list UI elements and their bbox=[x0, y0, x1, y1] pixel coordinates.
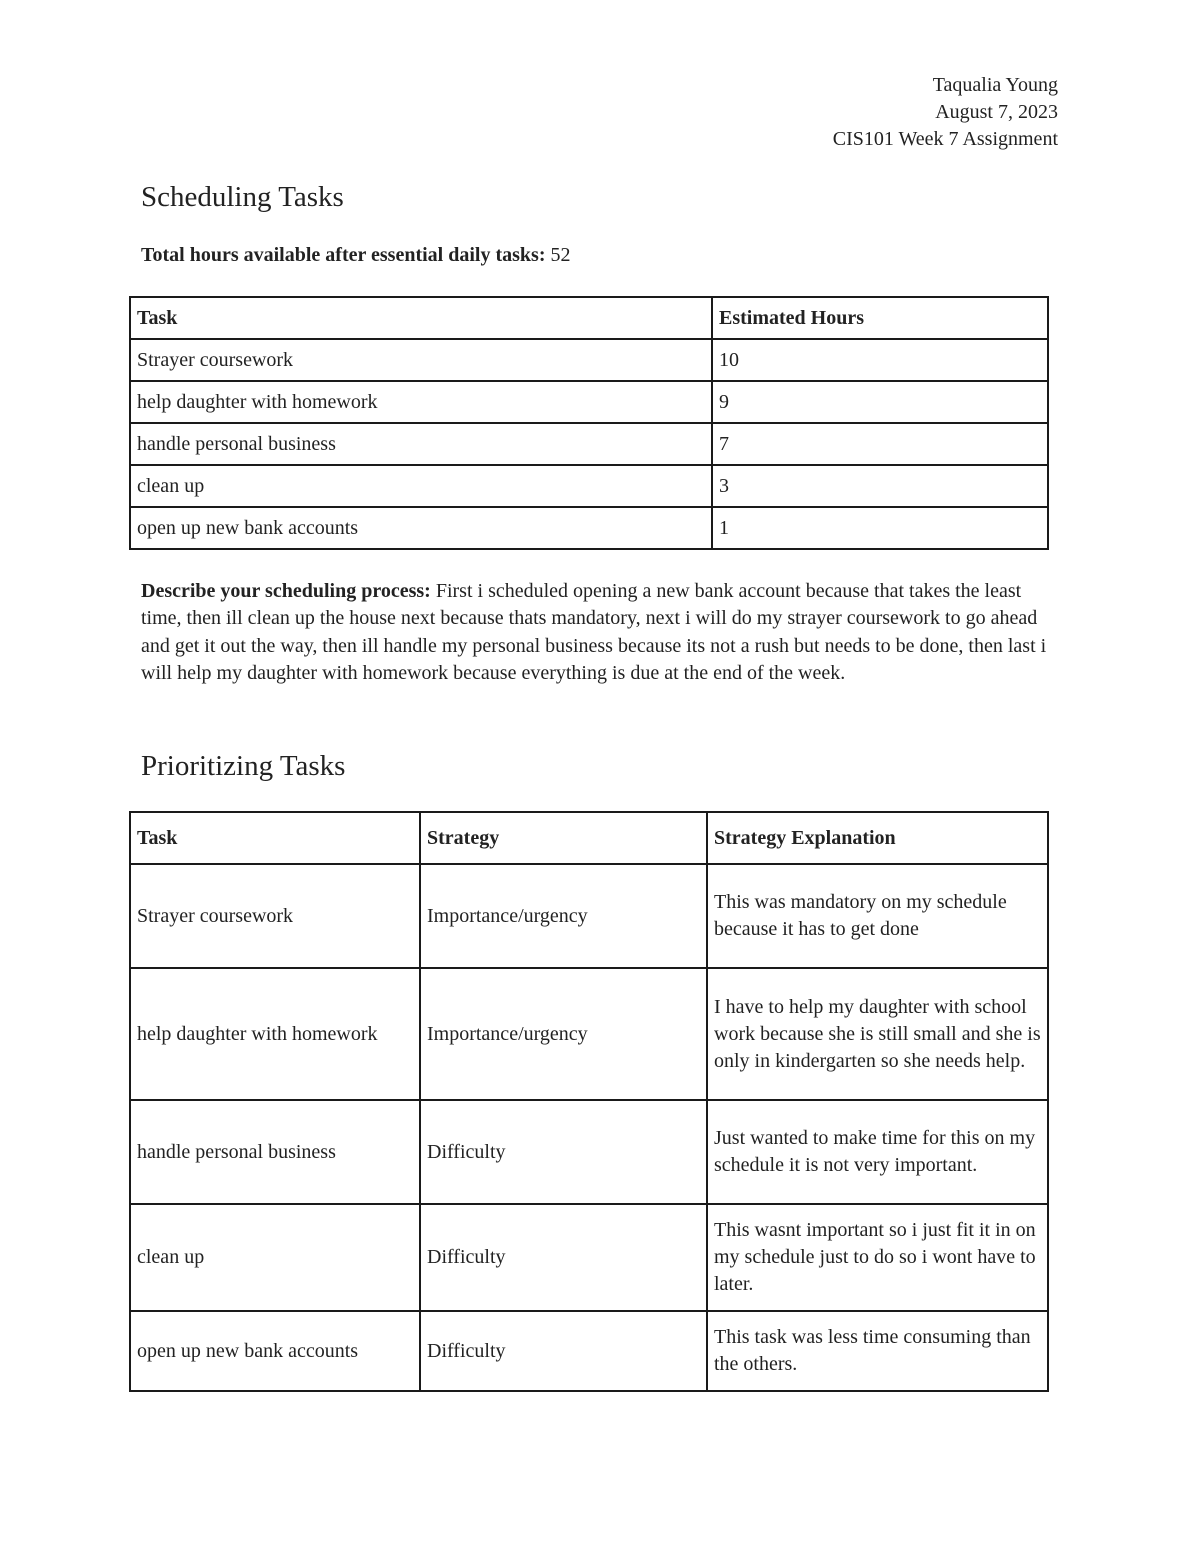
task-cell: help daughter with homework bbox=[130, 968, 420, 1100]
column-header-task: Task bbox=[130, 812, 420, 864]
hours-cell: 7 bbox=[712, 423, 1048, 465]
task-cell: clean up bbox=[130, 465, 712, 507]
explanation-cell: This wasnt important so i just fit it in on my schedule just to do so i wont have to later. bbox=[707, 1204, 1048, 1311]
table-row bbox=[130, 864, 1048, 968]
task-cell: handle personal business bbox=[130, 423, 712, 465]
table-row bbox=[130, 1311, 1048, 1391]
hours-cell: 3 bbox=[712, 465, 1048, 507]
table-row bbox=[130, 423, 1048, 465]
column-header-strategy: Strategy bbox=[420, 812, 707, 864]
task-cell: open up new bank accounts bbox=[130, 1311, 420, 1391]
total-hours-label: Total hours available after essential daily tasks: bbox=[141, 244, 546, 266]
scheduling-tasks-heading: Scheduling Tasks bbox=[141, 181, 344, 213]
column-header-estimated-hours: Estimated Hours bbox=[712, 297, 1048, 339]
prioritizing-table bbox=[129, 811, 1049, 1392]
strategy-cell: Importance/urgency bbox=[420, 864, 707, 968]
author-name: Taqualia Young bbox=[932, 74, 1058, 96]
scheduling-process-description bbox=[141, 578, 1051, 687]
strategy-cell: Importance/urgency bbox=[420, 968, 707, 1100]
table-row bbox=[130, 339, 1048, 381]
table-row bbox=[130, 507, 1048, 549]
task-cell: clean up bbox=[130, 1204, 420, 1311]
table-row bbox=[130, 1204, 1048, 1311]
task-cell: Strayer coursework bbox=[130, 339, 712, 381]
total-hours-line bbox=[141, 244, 570, 267]
course-title: CIS101 Week 7 Assignment bbox=[832, 128, 1058, 150]
strategy-cell: Difficulty bbox=[420, 1100, 707, 1204]
explanation-cell: This task was less time consuming than the others. bbox=[707, 1311, 1048, 1391]
assignment-date: August 7, 2023 bbox=[935, 101, 1058, 123]
total-hours-value: 52 bbox=[550, 244, 571, 266]
task-cell: handle personal business bbox=[130, 1100, 420, 1204]
describe-label: Describe your scheduling process: bbox=[141, 580, 431, 602]
scheduling-table bbox=[129, 296, 1049, 550]
task-cell: open up new bank accounts bbox=[130, 507, 712, 549]
table-header-row bbox=[130, 297, 1048, 339]
hours-cell: 10 bbox=[712, 339, 1048, 381]
strategy-cell: Difficulty bbox=[420, 1311, 707, 1391]
column-header-strategy-explanation: Strategy Explanation bbox=[707, 812, 1048, 864]
header-block bbox=[833, 72, 1058, 153]
strategy-cell: Difficulty bbox=[420, 1204, 707, 1311]
explanation-cell: This was mandatory on my schedule because it has to get done bbox=[707, 864, 1048, 968]
table-row bbox=[130, 1100, 1048, 1204]
column-header-task: Task bbox=[130, 297, 712, 339]
hours-cell: 1 bbox=[712, 507, 1048, 549]
table-header-row bbox=[130, 812, 1048, 864]
hours-cell: 9 bbox=[712, 381, 1048, 423]
prioritizing-tasks-heading: Prioritizing Tasks bbox=[141, 750, 346, 782]
table-row bbox=[130, 465, 1048, 507]
task-cell: Strayer coursework bbox=[130, 864, 420, 968]
task-cell: help daughter with homework bbox=[130, 381, 712, 423]
explanation-cell: Just wanted to make time for this on my schedule it is not very important. bbox=[707, 1100, 1048, 1204]
explanation-cell: I have to help my daughter with school work because she is still small and she is only in kindergarten so she needs help. bbox=[707, 968, 1048, 1100]
describe-text: First i scheduled opening a new bank account because that takes the least time, then ill clean up the house next because thats mandatory, next i will do my strayer coursework to go ahead and get it out the way, then ill handle my personal business because its not a rush but needs to be done, then last i will help my daughter with homework because everything is due at the end of the week. bbox=[141, 580, 1047, 684]
table-row bbox=[130, 968, 1048, 1100]
table-row bbox=[130, 381, 1048, 423]
